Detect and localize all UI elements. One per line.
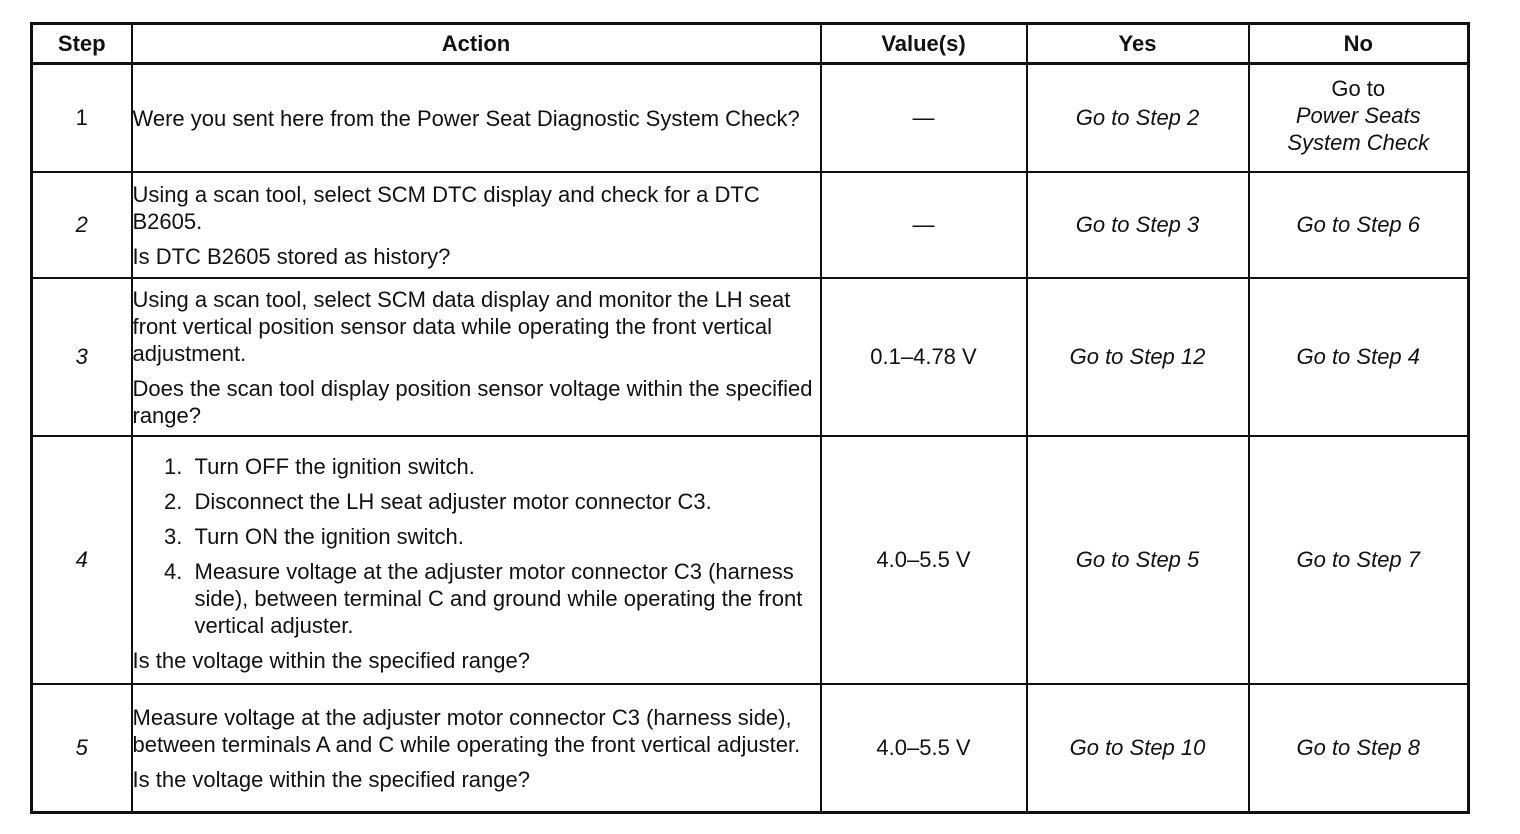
action-text: Were you sent here from the Power Seat Diagnostic System Check? (132, 105, 800, 131)
yes-cell: Go to Step 2 (1027, 64, 1249, 173)
no-cell: Go to Step 4 (1249, 278, 1469, 436)
value-cell: 4.0–5.5 V (821, 436, 1027, 684)
yes-cell: Go to Step 3 (1027, 172, 1249, 278)
header-step: Step (32, 24, 132, 64)
no-cell: Go to Step 7 (1249, 436, 1469, 684)
header-row (32, 24, 1469, 64)
action-question: Does the scan tool display position sensor voltage within the specified range? (132, 375, 813, 428)
yes-cell: Go to Step 10 (1027, 684, 1249, 813)
no-cell: Go to Step 6 (1249, 172, 1469, 278)
procedure-item: 3. Turn ON the ignition switch. (189, 523, 820, 550)
value-cell: 0.1–4.78 V (821, 278, 1027, 436)
action-text: Using a scan tool, select SCM data display and monitor the LH seat front vertical position sensor data while operating the front vertical adjustment. (132, 286, 791, 366)
action-cell (132, 436, 821, 684)
step-number: 5 (32, 684, 132, 813)
action-text: Measure voltage at the adjuster motor connector C3 (harness side), between terminals A and C while operating the front vertical adjuster. (132, 704, 801, 757)
table-row (32, 64, 1469, 173)
step-number: 1 (32, 64, 132, 173)
no-text-line1: Go to (1331, 76, 1386, 101)
value-cell: — (821, 64, 1027, 173)
header-values: Value(s) (821, 24, 1027, 64)
action-cell (132, 64, 821, 173)
no-cell: Go to Step 8 (1249, 684, 1469, 813)
header-no: No (1249, 24, 1469, 64)
no-text-line3: System Check (1287, 130, 1430, 155)
no-text-line2: Power Seats (1295, 103, 1421, 128)
table-row (32, 684, 1469, 813)
step-number: 2 (32, 172, 132, 278)
action-cell (132, 278, 821, 436)
action-question: Is the voltage within the specified range? (132, 647, 530, 673)
action-text: Using a scan tool, select SCM DTC display and check for a DTC B2605. (132, 181, 760, 234)
action-question: Is DTC B2605 stored as history? (132, 243, 451, 269)
procedure-list (133, 453, 820, 639)
action-cell (132, 172, 821, 278)
table-row (32, 172, 1469, 278)
header-action: Action (132, 24, 821, 64)
procedure-item: 2. Disconnect the LH seat adjuster motor connector C3. (189, 488, 820, 515)
value-cell: 4.0–5.5 V (821, 684, 1027, 813)
step-number: 3 (32, 278, 132, 436)
action-cell (132, 684, 821, 813)
procedure-item: 1. Turn OFF the ignition switch. (189, 453, 820, 480)
yes-cell: Go to Step 5 (1027, 436, 1249, 684)
table-row (32, 278, 1469, 436)
yes-cell: Go to Step 12 (1027, 278, 1249, 436)
step-number: 4 (32, 436, 132, 684)
table-row (32, 436, 1469, 684)
diagnostic-table (30, 22, 1470, 814)
action-question: Is the voltage within the specified range? (132, 766, 530, 792)
procedure-item: 4. Measure voltage at the adjuster motor connector C3 (harness side), between terminal C and ground while operating the front vertical adjuster. (189, 558, 820, 639)
no-cell (1249, 64, 1469, 173)
header-yes: Yes (1027, 24, 1249, 64)
value-cell: — (821, 172, 1027, 278)
